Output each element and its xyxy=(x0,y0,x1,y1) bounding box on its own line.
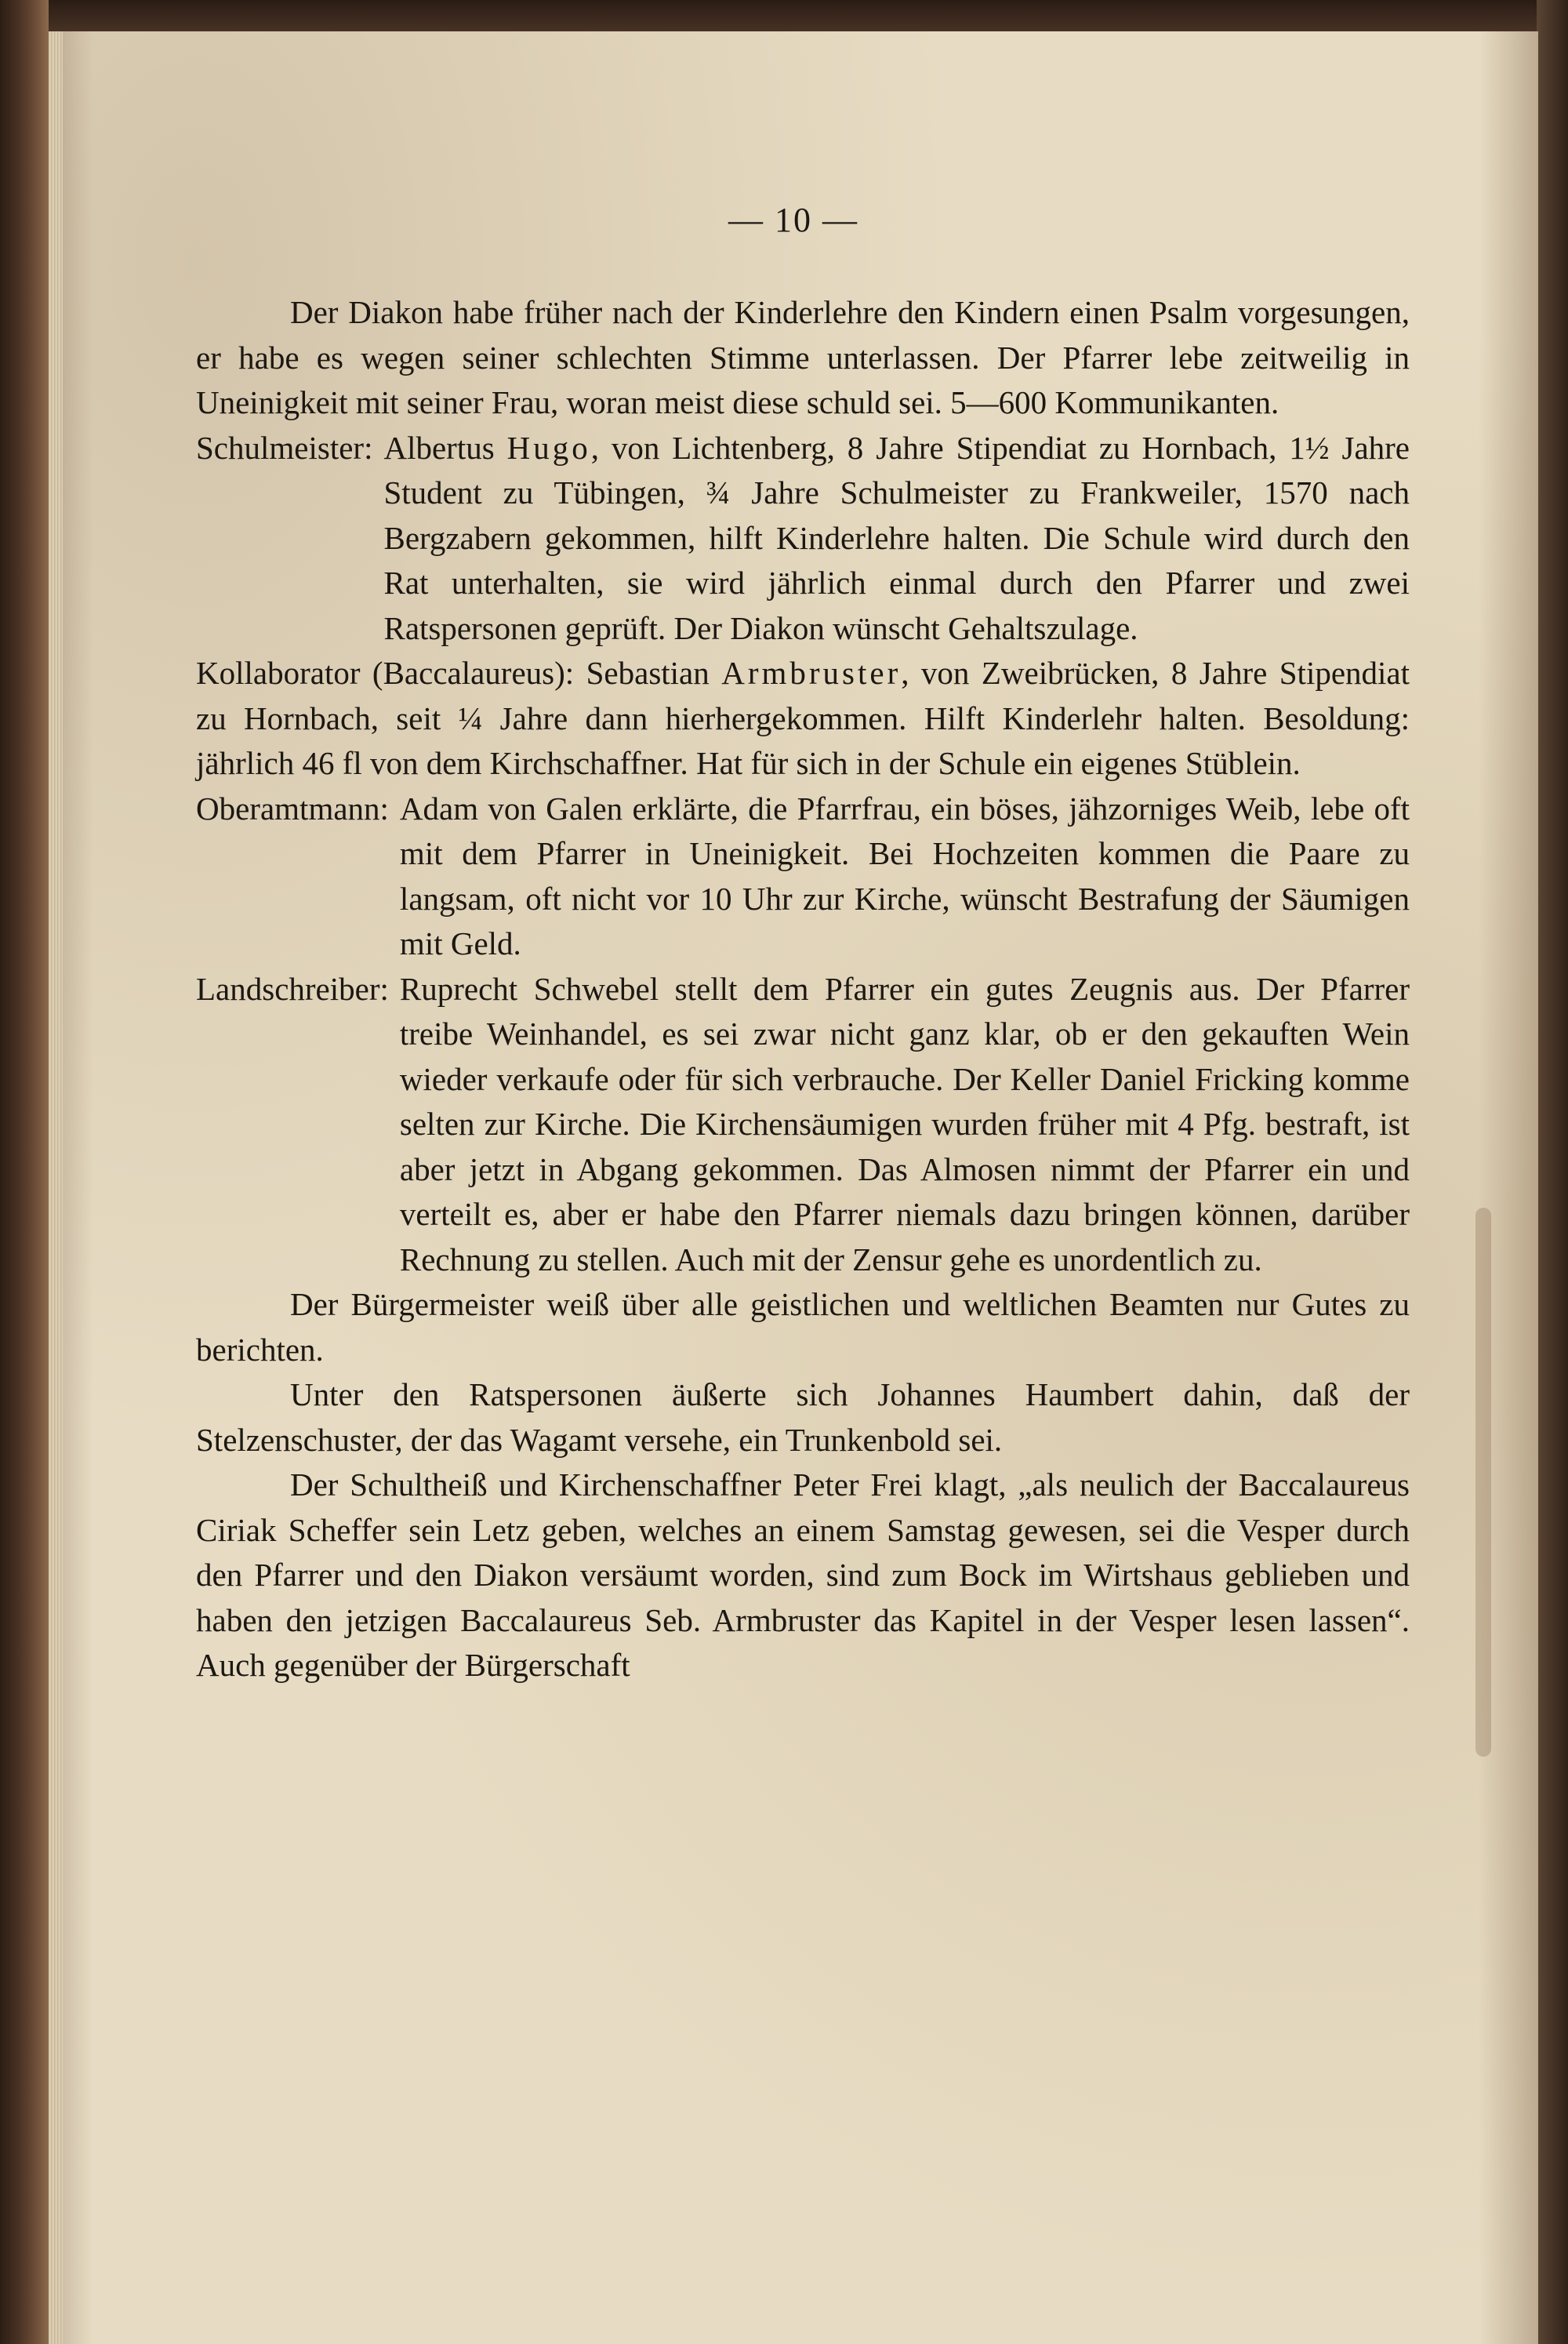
book-page xyxy=(49,31,1538,2344)
entry-schulmeister xyxy=(196,426,1410,652)
paragraph-ratspersonen: Unter den Ratspersonen äußerte sich Johannes Haumbert dahin, daß der Stelzenschuster, der das Wagamt versehe, ein Trunkenbold sei. xyxy=(196,1376,1410,1458)
book-binding xyxy=(0,0,49,2344)
kollaborator-pre: Sebastian xyxy=(586,655,722,691)
entry-oberamtmann xyxy=(196,787,1410,967)
entry-landschreiber xyxy=(196,967,1410,1283)
paragraph-diakon: Der Diakon habe früher nach der Kinderlehre den Kindern einen Psalm vorgesungen, er habe es wegen seiner schlechten Stimme unterlassen. Der Pfarrer lebe zeitweilig in Uneinigkeit mit seiner Frau, woran meist diese schuld sei. 5—600 Kommunikanten. xyxy=(196,294,1410,420)
page-text xyxy=(196,290,1410,1688)
entry-body-schulmeister xyxy=(372,426,1410,652)
kollaborator-name: Armbruster xyxy=(721,655,902,691)
entry-label-landschreiber: Landschreiber: xyxy=(196,970,389,1007)
entry-label-kollaborator: Kollaborator (Baccalaureus): xyxy=(196,655,575,691)
entry-body-oberamtmann: Adam von Galen erklärte, die Pfarrfrau, ein böses, jähzorniges Weib, lebe oft mit dem Pfarrer in Uneinigkeit. Bei Hochzeiten kommen die Paare zu langsam, oft nicht vor 10 Uhr zur Kirche, wünscht Bestrafung der Säumigen mit Geld. xyxy=(399,790,1410,961)
paragraph-buergermeister: Der Bürgermeister weiß über alle geistlichen und weltlichen Beamten nur Gutes zu berichten. xyxy=(196,1286,1410,1368)
entry-body-landschreiber: Ruprecht Schwebel stellt dem Pfarrer ein gutes Zeugnis aus. Der Pfarrer treibe Weinhandel, es sei zwar nicht ganz klar, ob er den gekauften Wein wieder verkaufe oder für sich verbrauche. Der Keller Daniel Fricking komme selten zur Kirche. Die Kirchensäumigen wurden früher mit 4 Pfg. bestraft, ist aber jetzt in Abgang gekommen. Das Almosen nimmt der Pfarrer ein und verteilt es, aber er habe den Pfarrer niemals dazu bringen können, darüber Rechnung zu stellen. Auch mit der Zensur gehe es unordentlich zu. xyxy=(399,970,1410,1277)
entry-label-schulmeister: Schulmeister: xyxy=(196,429,373,466)
paragraph-schultheiss: Der Schultheiß und Kirchenschaffner Peter Frei klagt, „als neulich der Baccalaureus Ciriak Scheffer sein Letz geben, welches an einem Samstag gewesen, sei die Vesper durch den Pfarrer und den Diakon versäumt worden, sind zum Bock im Wirtshaus geblieben und haben den jetzigen Baccalaureus Seb. Armbruster das Kapitel in der Vesper lesen lassen“. Auch gegenüber der Bürgerschaft xyxy=(196,1466,1410,1683)
schulmeister-pre: Albertus xyxy=(383,429,507,466)
page-number: — 10 — xyxy=(728,201,858,239)
entry-kollaborator xyxy=(196,651,1410,787)
schulmeister-name: Hugo xyxy=(506,429,591,466)
kollaborator-text: , von Zweibrücken, 8 Jahre Stipendiat zu Hornbach, seit ¼ Jahre dann hierhergekommen. Hilft Kinderlehr halten. Besoldung: jährlich 46 fl von dem Kirchschaffner. Hat für sich in der Schule ein eigenes Stüblein. xyxy=(196,655,1410,781)
schulmeister-text: , von Lichtenberg, 8 Jahre Stipendiat zu Hornbach, 1½ Jahre Student zu Tübingen, ¾ Jahre Schulmeister zu Frankweiler, 1570 nach Bergzabern gekommen, hilft Kinderlehre halten. Die Schule wird durch den Rat unterhalten, sie wird jährlich einmal durch den Pfarrer und zwei Ratspersonen geprüft. Der Diakon wünscht Gehaltszulage. xyxy=(383,429,1410,646)
entry-label-oberamtmann: Oberamtmann: xyxy=(196,790,389,827)
book-cover-right xyxy=(1537,0,1568,2344)
page-edges xyxy=(49,31,63,2344)
paper-stain xyxy=(1475,1208,1491,1757)
entry-body-kollaborator xyxy=(196,651,1410,787)
